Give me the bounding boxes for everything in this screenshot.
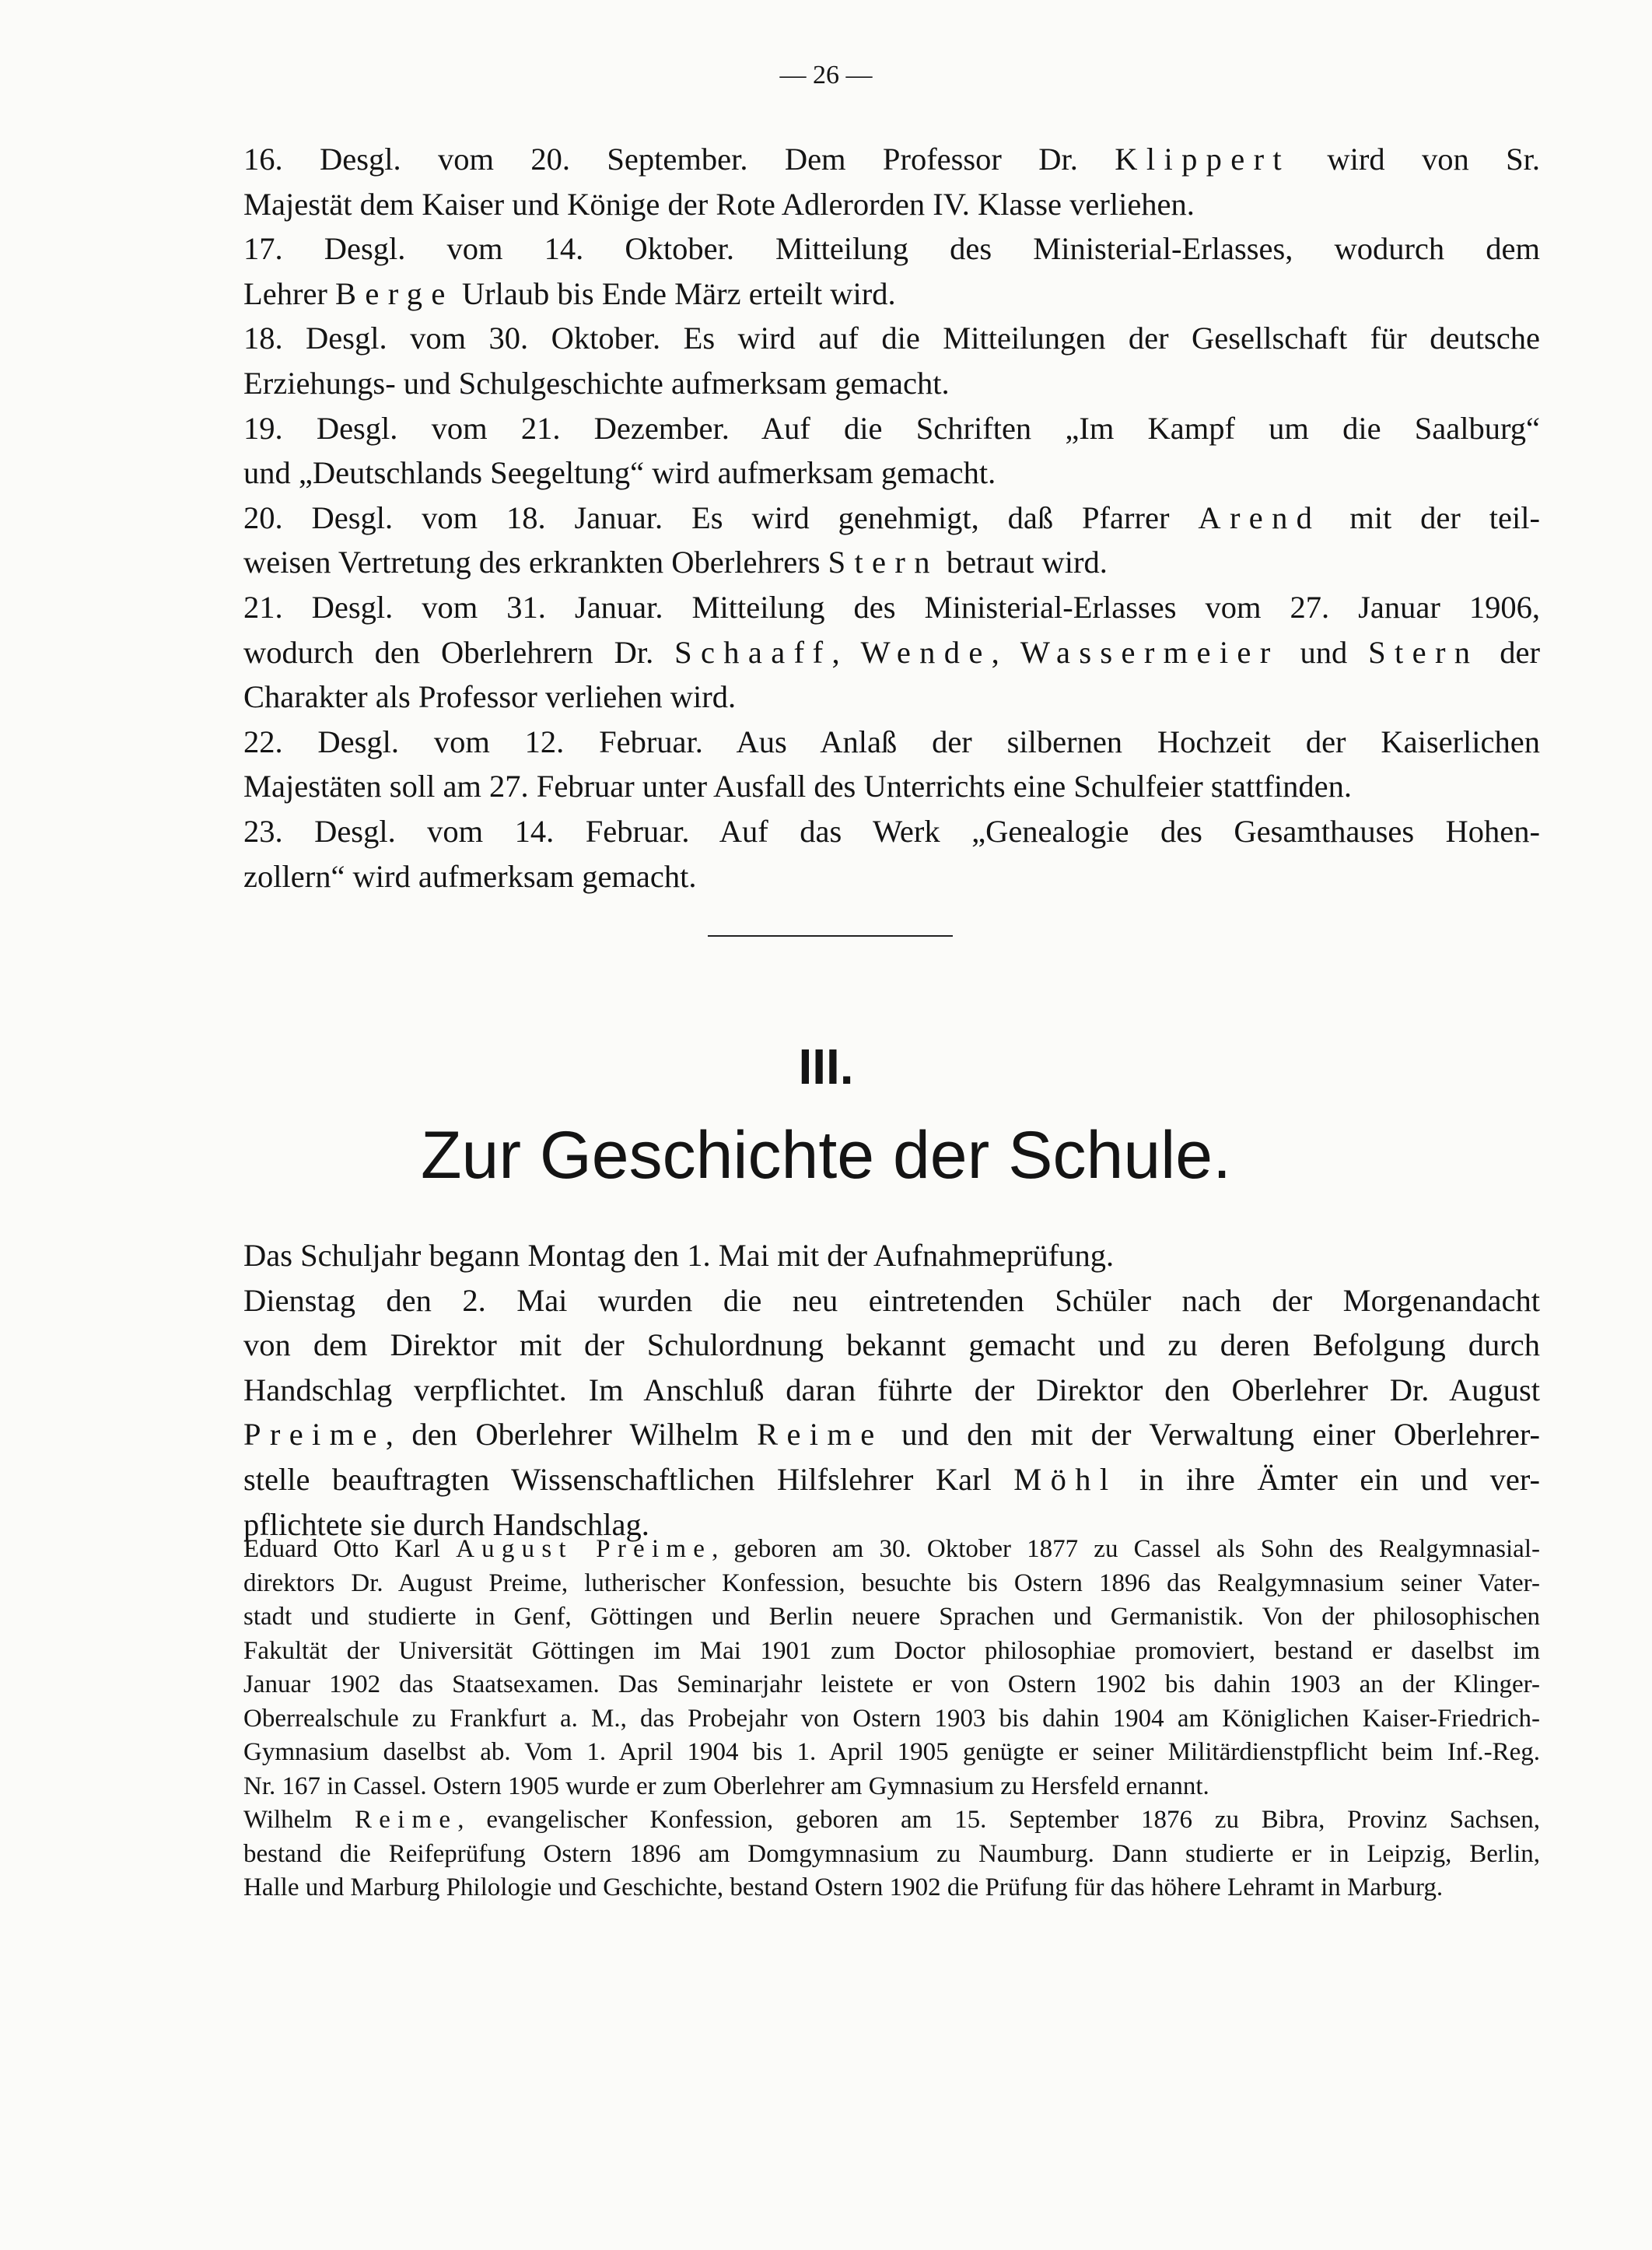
- bio-name-preime: August Preime: [456, 1535, 712, 1563]
- bio-name-reime: Reime: [354, 1806, 458, 1834]
- entry-16: 16. Desgl. vom 20. September. Dem Professor Dr. Klippert wird von Sr. Majestät dem Kaiser und Könige der Rote Adlerorden IV. Klasse verliehen.: [243, 142, 1541, 222]
- school-paragraph-1: Das Schuljahr begann Montag den 1. Mai mit der Aufnahmeprüfung.: [243, 1238, 1115, 1273]
- name-berge: Berge: [335, 275, 454, 311]
- entry-22: 22. Desgl. vom 12. Februar. Aus Anlaß der silbernen Hochzeit der Kaiserlichen Majestäten soll am 27. Februar unter Ausfall des Unterrichts eine Schulfeier stattfinden.: [243, 724, 1540, 804]
- school-history: [115, 1233, 1540, 1547]
- entry-23: 23. Desgl. vom 14. Februar. Auf das Werk „Genealogie des Gesamthauses Hohen- zollern“ wird aufmerksam gemacht.: [243, 813, 1540, 894]
- entry-17: 17. Desgl. vom 14. Oktober. Mitteilung des Ministerial-Erlasses, wodurch dem Lehrer Berge Urlaub bis Ende März erteilt wird.: [243, 231, 1540, 311]
- bio-reime: Wilhelm Reime, evangelischer Konfession, geboren am 15. September 1876 zu Bibra, Provinz Sachsen, bestand die Reifeprüfung Ostern 1896 am Domgymnasium zu Naumburg. Dann studierte er in Leipzig, Berlin, Halle und Marburg Philologie und Geschichte, bestand Ostern 1902 die Prüfung für das höhere Lehramt in Marburg.: [243, 1806, 1540, 1901]
- name-stern: Stern: [828, 545, 939, 580]
- entries-list: [115, 137, 1540, 899]
- bio-preime: Eduard Otto Karl August Preime, geboren am 30. Oktober 1877 zu Cassel als Sohn des Realgymnasial- direktors Dr. August Preime, lutherischer Konfession, besuchte bis Ostern 1896 das Realgymnasium seiner Vater- stadt und studierte in Genf, Göttingen und Berlin neuere Sprachen und Germanistik. Von der philosophischen Fakultät der Universität Göttingen im Mai 1901 zum Doctor philosophiae promoviert, bestand er daselbst im Januar 1902 das Staatsexamen. Das Seminarjahr leistete er von Ostern 1902 bis dahin 1903 an der Klinger- Oberrealschule zu Frankfurt a. M., das Probejahr von Ostern 1903 bis dahin 1904 am Königlichen Kaiser-Friedrich- Gymnasium daselbst ab. Vom 1. April 1904 bis 1. April 1905 genügte er seiner Militärdienstpflicht beim Inf.-Reg. Nr. 167 in Cassel. Ostern 1905 wurde er zum Oberlehrer am Gymnasium zu Hersfeld ernannt.: [243, 1535, 1540, 1800]
- name-reime: Reime: [757, 1417, 884, 1453]
- entry-18: 18. Desgl. vom 30. Oktober. Es wird auf die Mitteilungen der Gesellschaft für deutsche Erziehungs- und Schulgeschichte aufmerksam gemacht.: [243, 321, 1540, 401]
- biographies: [115, 1533, 1540, 1905]
- name-klippert: Klippert: [1115, 142, 1290, 177]
- entry-20: 20. Desgl. vom 18. Januar. Es wird genehmigt, daß Pfarrer Arend mit der teil- weisen Vertretung des erkrankten Oberlehrers Stern betraut wird.: [243, 499, 1540, 580]
- name-wende: Wende: [860, 634, 992, 670]
- name-preime: Preime: [243, 1417, 386, 1453]
- entry-19: 19. Desgl. vom 21. Dezember. Auf die Schriften „Im Kampf um die Saalburg“ und „Deutschlands Seegeltung“ wird aufmerksam gemacht.: [243, 410, 1540, 491]
- school-paragraph-2: Dienstag den 2. Mai wurden die neu eintretenden Schüler nach der Morgenandacht von dem Direktor mit der Schulordnung bekannt gemacht und zu deren Befolgung durch Handschlag verpflichtet. Im Anschluß daran führte der Direktor den Oberlehrer Dr. August Preime, den Oberlehrer Wilhelm Reime und den mit der Verwaltung einer Oberlehrer- stelle beauftragten Wissenschaftlichen Hilfslehrer Karl Möhl in ihre Ämter ein und ver- pflichtete sie durch Handschlag.: [243, 1282, 1540, 1542]
- name-stern-2: Stern: [1368, 634, 1479, 670]
- name-arend: Arend: [1198, 499, 1321, 535]
- name-moehl: Möhl: [1013, 1461, 1118, 1497]
- entry-21: 21. Desgl. vom 31. Januar. Mitteilung des Ministerial-Erlasses vom 27. Januar 1906, wodurch den Oberlehrern Dr. Schaaff, Wende, Wassermeier und Stern der Charakter als Professor verliehen wird.: [243, 589, 1541, 715]
- section-title: Zur Geschichte der Schule.: [420, 1118, 1232, 1193]
- section-divider: [708, 935, 953, 937]
- section-number: III.: [798, 1039, 854, 1095]
- name-wassermeier: Wassermeier: [1020, 634, 1279, 670]
- name-schaaff: Schaaff: [674, 634, 832, 670]
- page-number: — 26 —: [779, 61, 873, 89]
